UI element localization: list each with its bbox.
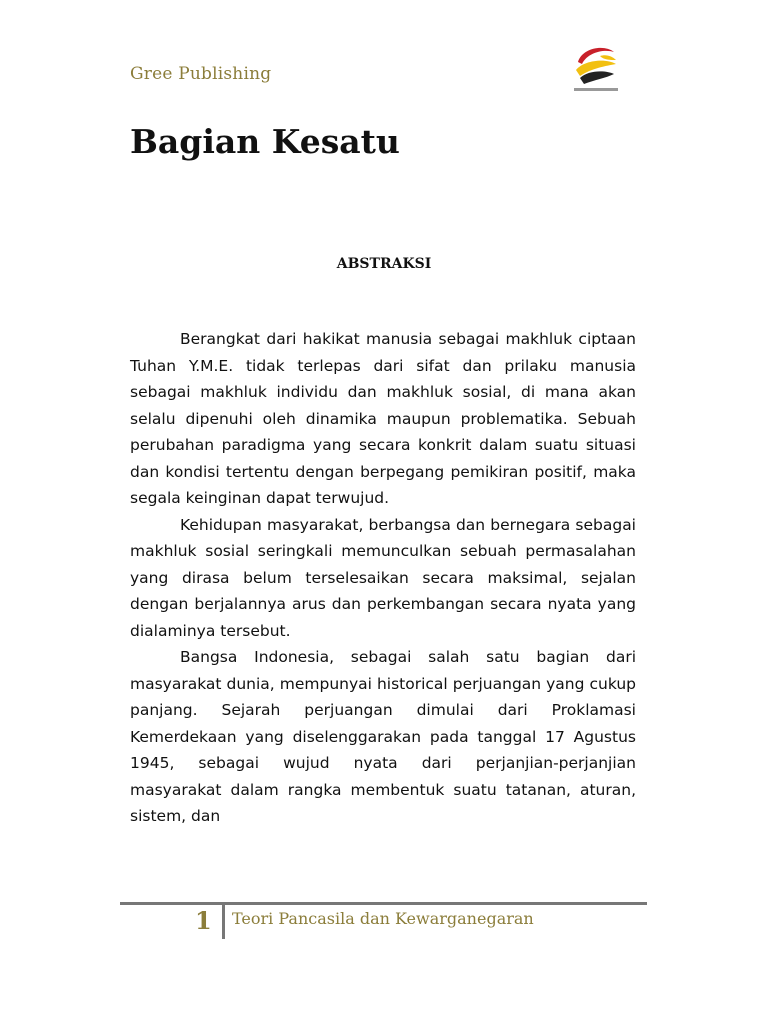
paragraph: Bangsa Indonesia, sebagai salah satu bagian dari masyarakat dunia, mempunyai historical perjuangan yang cukup panjang. Sejarah perjuangan dimulai dari Proklamasi Kemerdekaan yang diselenggarakan pada tanggal 17 Agustus 1945, sebagai wujud nyata dari perjanjian-perjanjian masyarakat dalam rangka membentuk suatu tatanan, aturan, sistem, dan <box>130 648 636 825</box>
body-text <box>130 326 636 830</box>
footer-divider <box>222 905 225 939</box>
page-number: 1 <box>195 906 212 935</box>
paragraph: Berangkat dari hakikat manusia sebagai makhluk ciptaan Tuhan Y.M.E. tidak terlepas dari sifat dan prilaku manusia sebagai makhluk individu dan makhluk sosial, di mana akan selalu dipenuhi oleh dinamika maupun problematika. Sebuah perubahan paradigma yang secara konkrit dalam suatu situasi dan kondisi tertentu dengan berpegang pemikiran positif, maka segala keinginan dapat terwujud. <box>130 330 636 507</box>
section-heading: ABSTRAKSI <box>336 256 432 272</box>
gree-publishing-logo-icon <box>570 40 622 94</box>
chapter-title: Bagian Kesatu <box>130 122 400 161</box>
footer-rule <box>120 902 647 905</box>
publisher-name: Gree Publishing <box>130 64 272 84</box>
footer-book-title: Teori Pancasila dan Kewarganegaran <box>232 909 534 928</box>
paragraph: Kehidupan masyarakat, berbangsa dan bernegara sebagai makhluk sosial seringkali memunculkan sebuah permasalahan yang dirasa belum terselesaikan secara maksimal, sejalan dengan berjalannya arus dan perkembangan secara nyata yang dialaminya tersebut. <box>130 515 636 640</box>
